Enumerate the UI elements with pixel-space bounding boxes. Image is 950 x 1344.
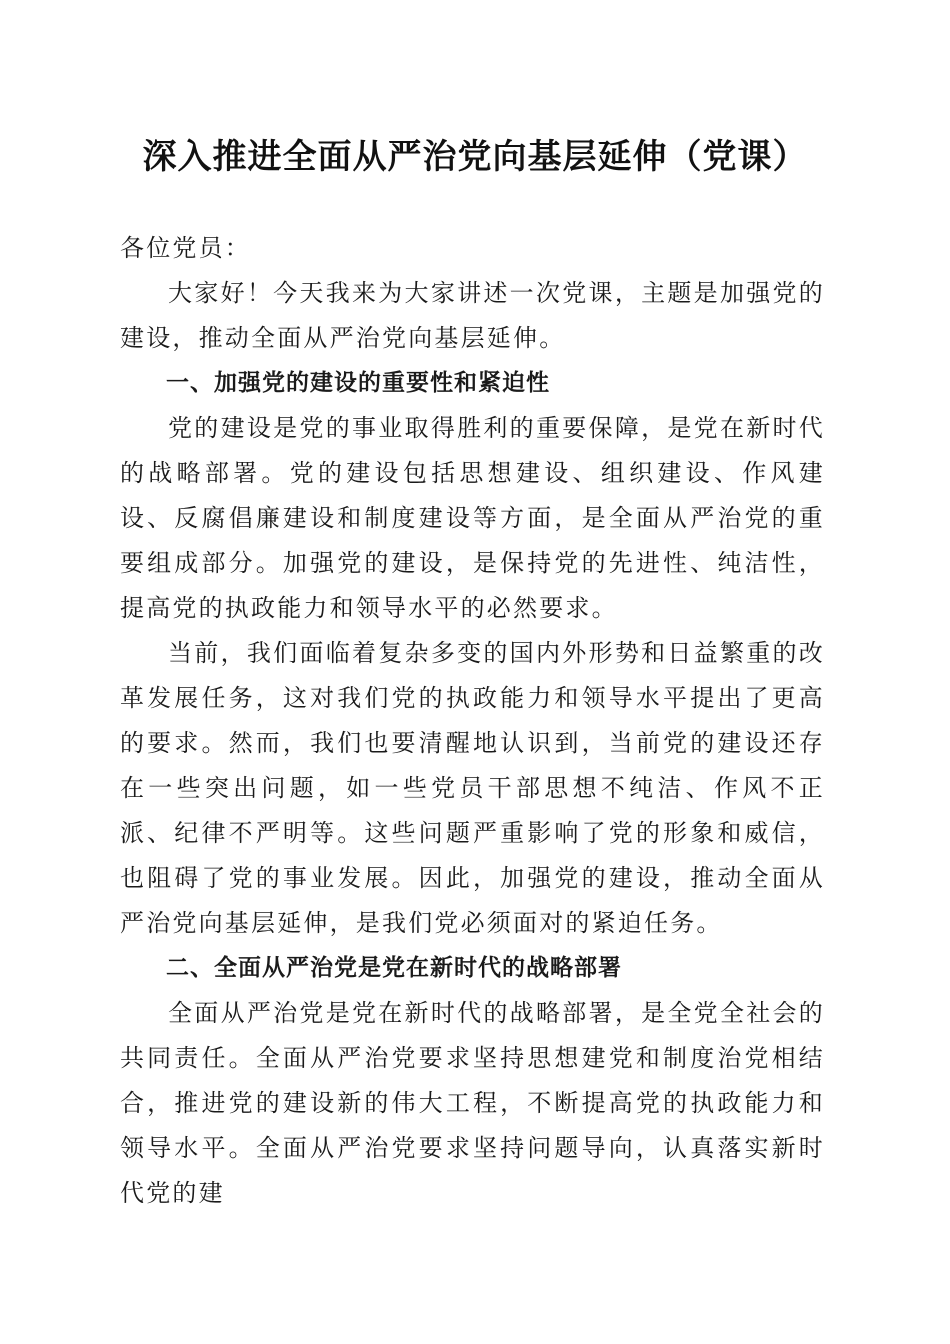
salutation: 各位党员： [120,234,251,262]
section-1-paragraph-2: 当前，我们面临着复杂多变的国内外形势和日益繁重的改革发展任务，这对我们党的执政能力和领导水平提出了更高的要求。然而，我们也要清醒地认识到，当前党的建设还存在一些突出问题，如一些党员干部思想不纯洁、作风不正派、纪律不严明等。这些问题严重影响了党的形象和威信，也阻碍了党的事业发展。因此，加强党的建设，推动全面从严治党向基层延伸，是我们党必须面对的紧迫任务。 [120,639,825,937]
section-1-heading: 一、加强党的建设的重要性和紧迫性 [166,370,550,396]
document-body [120,226,825,1216]
section-2-paragraph-1: 全面从严治党是党在新时代的战略部署，是全党全社会的共同责任。全面从严治党要求坚持思想建党和制度治党相结合，推进党的建设新的伟大工程，不断提高党的执政能力和领导水平。全面从严治党要求坚持问题导向，认真落实新时代党的建 [120,999,825,1207]
document-title: 深入推进全面从严治党向基层延伸（党课） [142,137,808,177]
intro-paragraph: 大家好！今天我来为大家讲述一次党课，主题是加强党的建设，推动全面从严治党向基层延伸。 [120,279,825,352]
section-1-paragraph-1: 党的建设是党的事业取得胜利的重要保障，是党在新时代的战略部署。党的建设包括思想建设、组织建设、作风建设、反腐倡廉建设和制度建设等方面，是全面从严治党的重要组成部分。加强党的建设，是保持党的先进性、纯洁性，提高党的执政能力和领导水平的必然要求。 [120,414,825,622]
section-2-heading: 二、全面从严治党是党在新时代的战略部署 [166,955,622,981]
